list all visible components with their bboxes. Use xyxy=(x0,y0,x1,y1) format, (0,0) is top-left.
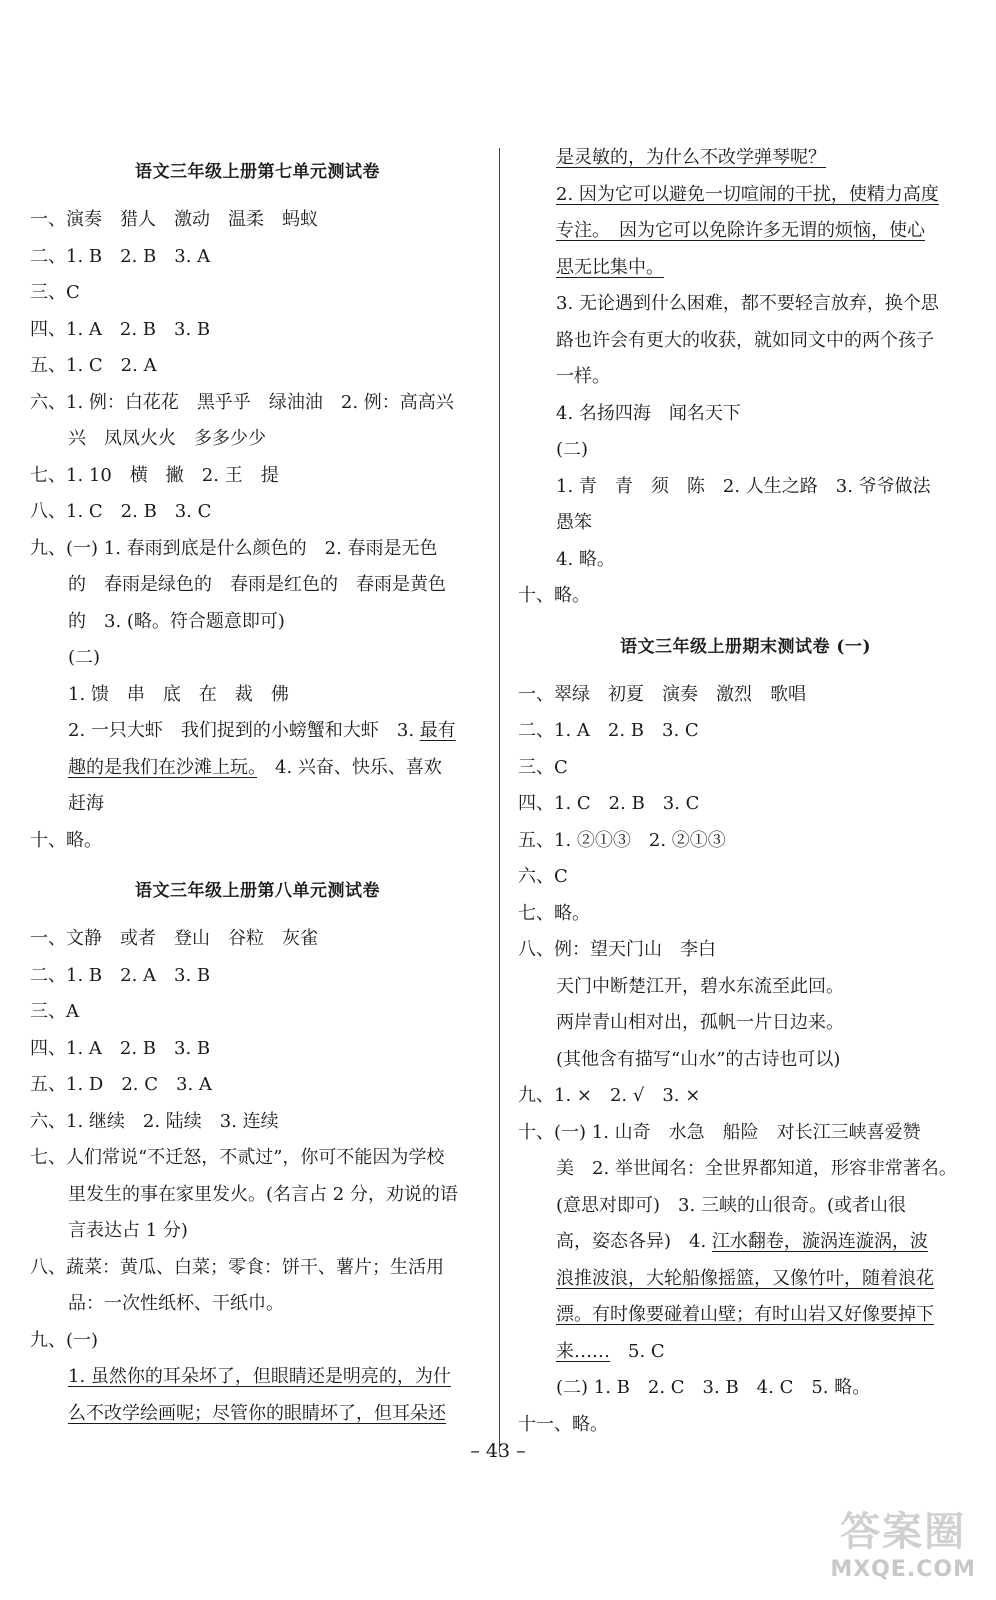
answer-line: 三、C xyxy=(30,282,80,303)
answer-line: 十一、略。 xyxy=(518,1413,608,1435)
answer-line: 七、人们常说“不迁怒，不贰过”，你可不能因为学校 xyxy=(30,1147,445,1168)
answer-line: 二、1. A 2. B 3. C xyxy=(518,720,699,741)
underlined-answer: 来…… xyxy=(556,1340,610,1362)
answer-line: 言表达占 1 分) xyxy=(68,1220,188,1241)
answer-line: 的 春雨是绿色的 春雨是红色的 春雨是黄色 xyxy=(68,574,446,595)
answer-line: 四、1. A 2. B 3. B xyxy=(30,1037,211,1059)
answer-line: 品：一次性纸杯、干纸巾。 xyxy=(68,1293,284,1314)
answer-line: 八、蔬菜：黄瓜、白菜；零食：饼干、薯片；生活用 xyxy=(30,1256,444,1278)
answer-line: 一、演奏 猎人 激动 温柔 蚂蚁 xyxy=(30,209,318,230)
answer-line xyxy=(30,713,485,750)
answer-line: (二) 1. B 2. C 3. B 4. C 5. 略。 xyxy=(556,1377,871,1398)
underlined-answer: 漂。有时像要碰着山壁；有时山岩又好像要掉下 xyxy=(556,1304,934,1325)
answer-line: 兴 凤凤火火 多多少少 xyxy=(68,428,266,449)
answer-line: 里发生的事在家里发火。(名言占 2 分，劝说的语 xyxy=(68,1183,458,1205)
answer-line: 十、略。 xyxy=(518,585,590,606)
answer-line: (二) xyxy=(556,439,589,460)
answer-line: 4. 名扬四海 闻名天下 xyxy=(556,402,741,424)
poem-line: 天门中断楚江开，碧水东流至此回。 xyxy=(556,975,844,997)
answer-line: 九、(一) xyxy=(30,1329,99,1351)
unit8-title: 语文三年级上册第八单元测试卷 xyxy=(135,881,380,901)
answer-line xyxy=(30,750,485,787)
poem-line: 两岸青山相对出，孤帆一片日边来。 xyxy=(556,1012,844,1033)
answer-line: 1. 青 青 须 陈 2. 人生之路 3. 爷爷做法 xyxy=(556,475,931,497)
answer-line: 愚笨 xyxy=(556,512,592,533)
answer-line: (意思对即可) 3. 三峡的山很奇。(或者山很 xyxy=(556,1194,906,1216)
underlined-answer: 浪推波浪，大轮船像摇篮，又像竹叶，随着浪花 xyxy=(556,1267,934,1289)
underlined-answer: 么不改学绘画呢；尽管你的眼睛坏了，但耳朵还 xyxy=(68,1402,446,1424)
answer-text: 4. 兴奋、快乐、喜欢 xyxy=(257,756,442,778)
answer-line: 五、1. C 2. A xyxy=(30,355,157,376)
answer-line: 八、1. C 2. B 3. C xyxy=(30,501,212,522)
answer-line: 二、1. B 2. B 3. A xyxy=(30,245,211,267)
unit7-title: 语文三年级上册第七单元测试卷 xyxy=(135,162,380,182)
answer-line: 十、(一) 1. 山奇 水急 船险 对长江三峡喜爱赞 xyxy=(518,1121,921,1143)
underlined-answer: 趣的是我们在沙滩上玩。 xyxy=(68,756,257,778)
column-divider xyxy=(499,148,500,1453)
underlined-answer: 是灵敏的，为什么不改学弹琴呢？ xyxy=(556,147,826,168)
answer-line: 五、1. D 2. C 3. A xyxy=(30,1074,212,1095)
answer-line: 赶海 xyxy=(68,793,104,814)
answer-line: 七、略。 xyxy=(518,902,590,924)
answer-line: 九、(一) 1. 春雨到底是什么颜色的 2. 春雨是无色 xyxy=(30,537,438,559)
answer-text: 高，姿态各异) 4. xyxy=(556,1231,712,1252)
answer-text: 5. C xyxy=(610,1340,665,1362)
left-column xyxy=(30,140,485,1432)
page-number: – 43 – xyxy=(470,1440,526,1462)
underlined-answer: 2. 因为它可以避免一切喧闹的干扰，使精力高度 xyxy=(556,183,939,205)
underlined-answer: 思无比集中。 xyxy=(556,256,664,278)
answer-line xyxy=(518,1224,973,1261)
watermark-text: 答案圈 xyxy=(840,1509,967,1555)
answer-line: 十、略。 xyxy=(30,829,102,851)
answer-line: 八、例：望天门山 李白 xyxy=(518,939,716,960)
answer-line: 九、1. × 2. √ 3. × xyxy=(518,1085,701,1106)
answer-line: 一、文静 或者 登山 谷粒 灰雀 xyxy=(30,928,318,949)
answer-line: 六、1. 继续 2. 陆续 3. 连续 xyxy=(30,1110,279,1132)
underlined-answer: 专注。 因为它可以免除许多无谓的烦恼，使心 xyxy=(556,220,925,241)
answer-line: 美 2. 举世闻名：全世界都知道，形容非常著名。 xyxy=(556,1158,957,1179)
answer-line: 四、1. A 2. B 3. B xyxy=(30,318,211,340)
answer-line: 三、A xyxy=(30,1001,79,1022)
answer-line: (其他含有描写“山水”的古诗也可以) xyxy=(556,1048,841,1070)
answer-line: 路也许会有更大的收获，就如同文中的两个孩子 xyxy=(556,329,934,351)
final-exam-title: 语文三年级上册期末测试卷 (一) xyxy=(619,636,871,657)
answer-line: 的 3. (略。符合题意即可) xyxy=(68,610,285,632)
watermark-url: MXQE.COM xyxy=(830,1557,976,1582)
answer-line: (二) xyxy=(68,647,101,668)
answer-line: 六、1. 例：白花花 黑乎乎 绿油油 2. 例：高高兴 xyxy=(30,391,454,413)
underlined-answer: 江水翻卷，漩涡连漩涡，波 xyxy=(711,1231,928,1252)
answer-line: 六、C xyxy=(518,866,568,887)
answer-line: 四、1. C 2. B 3. C xyxy=(518,793,700,814)
answer-text: 2. 一只大虾 我们捉到的小螃蟹和大虾 3. xyxy=(68,720,420,741)
watermark-logo xyxy=(830,1500,976,1582)
right-column xyxy=(518,140,973,1443)
underlined-answer: 最有 xyxy=(419,720,456,741)
answer-line: 五、1. ②①③ 2. ②①③ xyxy=(518,829,726,851)
answer-line: 三、C xyxy=(518,756,568,778)
answer-line: 4. 略。 xyxy=(556,548,615,570)
answer-line xyxy=(518,1334,973,1371)
answer-line: 二、1. B 2. A 3. B xyxy=(30,964,211,986)
underlined-answer: 1. 虽然你的耳朵坏了，但眼睛还是明亮的，为什 xyxy=(68,1366,451,1387)
answer-line: 一、翠绿 初夏 演奏 激烈 歌唱 xyxy=(518,683,806,705)
answer-line: 一样。 xyxy=(556,366,610,387)
answer-line: 3. 无论遇到什么困难，都不要轻言放弃，换个思 xyxy=(556,293,939,314)
answer-line: 七、1. 10 横 撇 2. 王 提 xyxy=(30,464,279,486)
answer-line: 1. 馈 串 底 在 裁 佛 xyxy=(68,683,289,705)
